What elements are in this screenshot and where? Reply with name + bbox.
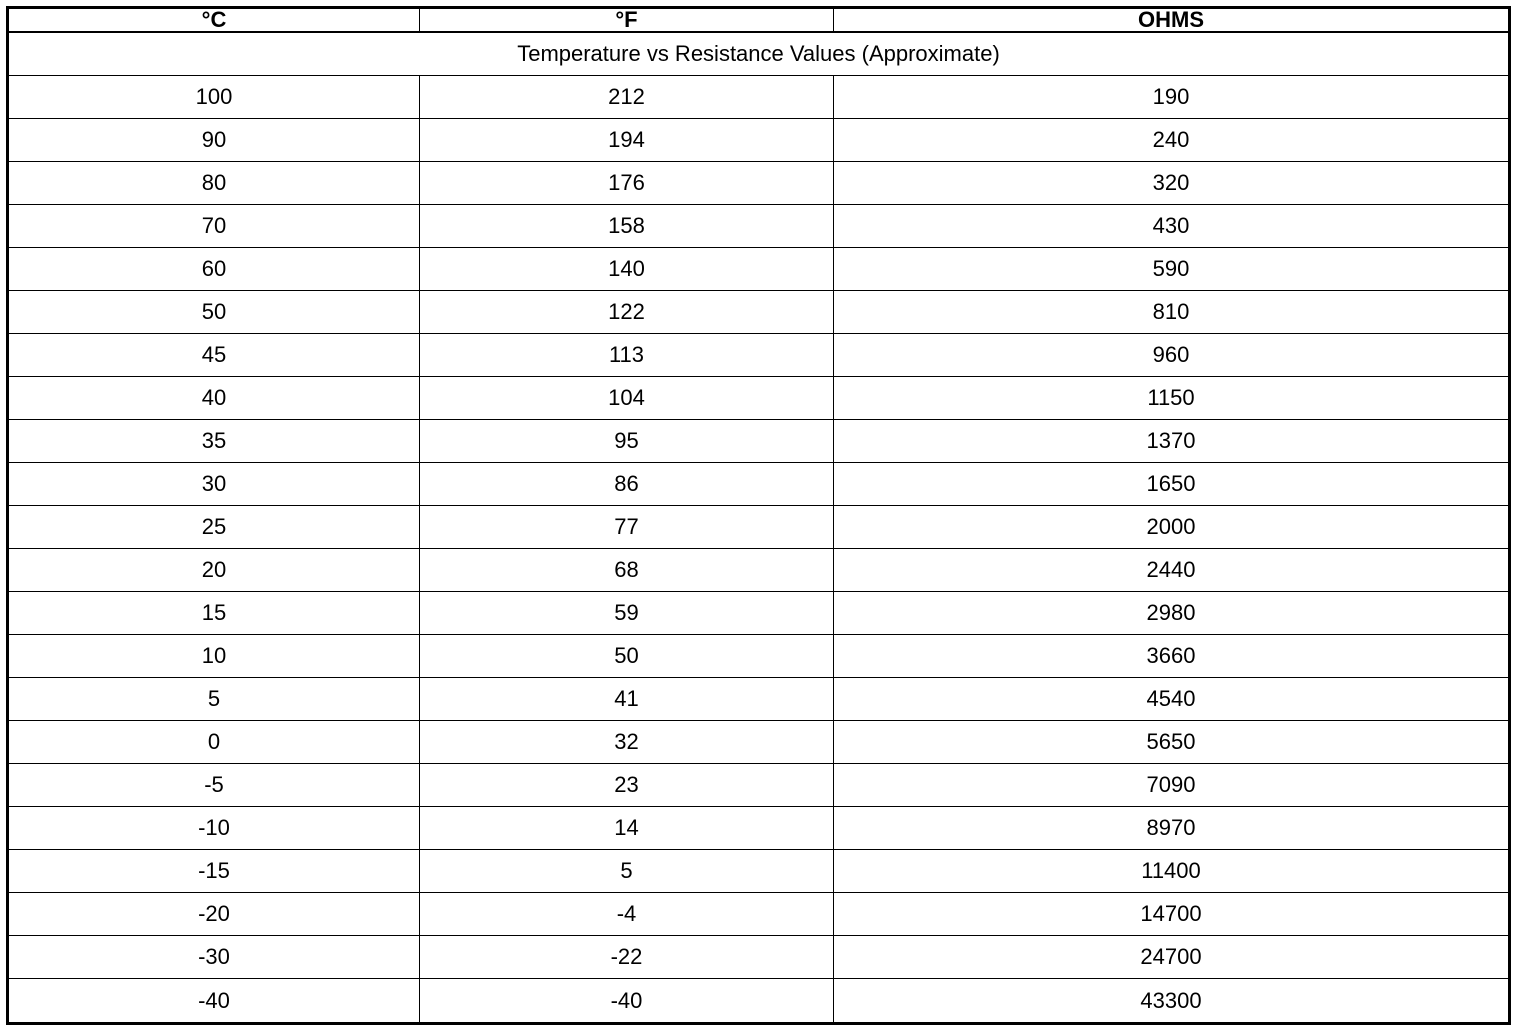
cell-fahrenheit: 5: [420, 850, 834, 893]
cell-ohms: 1650: [834, 463, 1510, 506]
cell-ohms: 240: [834, 119, 1510, 162]
cell-celsius: 25: [8, 506, 420, 549]
caption-row: [8, 32, 1510, 76]
cell-celsius: -15: [8, 850, 420, 893]
table-row: [8, 162, 1510, 205]
cell-celsius: 40: [8, 377, 420, 420]
table-row: [8, 119, 1510, 162]
table-row: [8, 592, 1510, 635]
cell-celsius: 35: [8, 420, 420, 463]
cell-ohms: 3660: [834, 635, 1510, 678]
table-row: [8, 893, 1510, 936]
cell-celsius: -40: [8, 979, 420, 1024]
cell-celsius: 90: [8, 119, 420, 162]
cell-ohms: 24700: [834, 936, 1510, 979]
header-celsius: °C: [8, 8, 420, 33]
table-row: [8, 76, 1510, 119]
cell-celsius: 30: [8, 463, 420, 506]
table-row: [8, 721, 1510, 764]
cell-fahrenheit: 32: [420, 721, 834, 764]
cell-fahrenheit: 14: [420, 807, 834, 850]
cell-fahrenheit: 23: [420, 764, 834, 807]
table-row: [8, 377, 1510, 420]
header-row: [8, 8, 1510, 33]
cell-fahrenheit: 95: [420, 420, 834, 463]
cell-celsius: 20: [8, 549, 420, 592]
cell-celsius: 100: [8, 76, 420, 119]
cell-ohms: 590: [834, 248, 1510, 291]
cell-fahrenheit: 113: [420, 334, 834, 377]
cell-fahrenheit: 104: [420, 377, 834, 420]
table-row: [8, 936, 1510, 979]
cell-celsius: 10: [8, 635, 420, 678]
cell-ohms: 7090: [834, 764, 1510, 807]
cell-fahrenheit: 212: [420, 76, 834, 119]
cell-celsius: 45: [8, 334, 420, 377]
cell-ohms: 1150: [834, 377, 1510, 420]
cell-fahrenheit: -22: [420, 936, 834, 979]
cell-fahrenheit: 77: [420, 506, 834, 549]
cell-ohms: 8970: [834, 807, 1510, 850]
cell-ohms: 5650: [834, 721, 1510, 764]
cell-fahrenheit: 59: [420, 592, 834, 635]
table-row: [8, 850, 1510, 893]
cell-ohms: 1370: [834, 420, 1510, 463]
cell-ohms: 4540: [834, 678, 1510, 721]
table-row: [8, 678, 1510, 721]
cell-celsius: -10: [8, 807, 420, 850]
cell-fahrenheit: 158: [420, 205, 834, 248]
header-ohms: OHMS: [834, 8, 1510, 33]
cell-fahrenheit: 50: [420, 635, 834, 678]
cell-ohms: 2000: [834, 506, 1510, 549]
table-row: [8, 248, 1510, 291]
cell-ohms: 43300: [834, 979, 1510, 1024]
cell-fahrenheit: -4: [420, 893, 834, 936]
cell-ohms: 430: [834, 205, 1510, 248]
cell-celsius: 15: [8, 592, 420, 635]
cell-ohms: 2440: [834, 549, 1510, 592]
cell-celsius: -20: [8, 893, 420, 936]
table-row: [8, 334, 1510, 377]
table-row: [8, 463, 1510, 506]
cell-ohms: 960: [834, 334, 1510, 377]
cell-fahrenheit: 41: [420, 678, 834, 721]
cell-ohms: 810: [834, 291, 1510, 334]
cell-fahrenheit: -40: [420, 979, 834, 1024]
table-row: [8, 205, 1510, 248]
table-row: [8, 764, 1510, 807]
cell-celsius: 70: [8, 205, 420, 248]
temperature-resistance-table: [6, 6, 1511, 1025]
cell-fahrenheit: 140: [420, 248, 834, 291]
cell-fahrenheit: 122: [420, 291, 834, 334]
table-row: [8, 979, 1510, 1024]
table-row: [8, 635, 1510, 678]
cell-celsius: -30: [8, 936, 420, 979]
cell-ohms: 14700: [834, 893, 1510, 936]
cell-celsius: 0: [8, 721, 420, 764]
cell-ohms: 2980: [834, 592, 1510, 635]
table-row: [8, 506, 1510, 549]
cell-fahrenheit: 68: [420, 549, 834, 592]
cell-celsius: 60: [8, 248, 420, 291]
cell-fahrenheit: 194: [420, 119, 834, 162]
cell-celsius: 50: [8, 291, 420, 334]
cell-fahrenheit: 176: [420, 162, 834, 205]
table-caption: Temperature vs Resistance Values (Approximate): [8, 32, 1510, 76]
cell-celsius: 80: [8, 162, 420, 205]
table-row: [8, 291, 1510, 334]
cell-ohms: 190: [834, 76, 1510, 119]
cell-fahrenheit: 86: [420, 463, 834, 506]
cell-celsius: 5: [8, 678, 420, 721]
table-row: [8, 549, 1510, 592]
table-row: [8, 420, 1510, 463]
cell-ohms: 320: [834, 162, 1510, 205]
table-row: [8, 807, 1510, 850]
cell-celsius: -5: [8, 764, 420, 807]
header-fahrenheit: °F: [420, 8, 834, 33]
cell-ohms: 11400: [834, 850, 1510, 893]
